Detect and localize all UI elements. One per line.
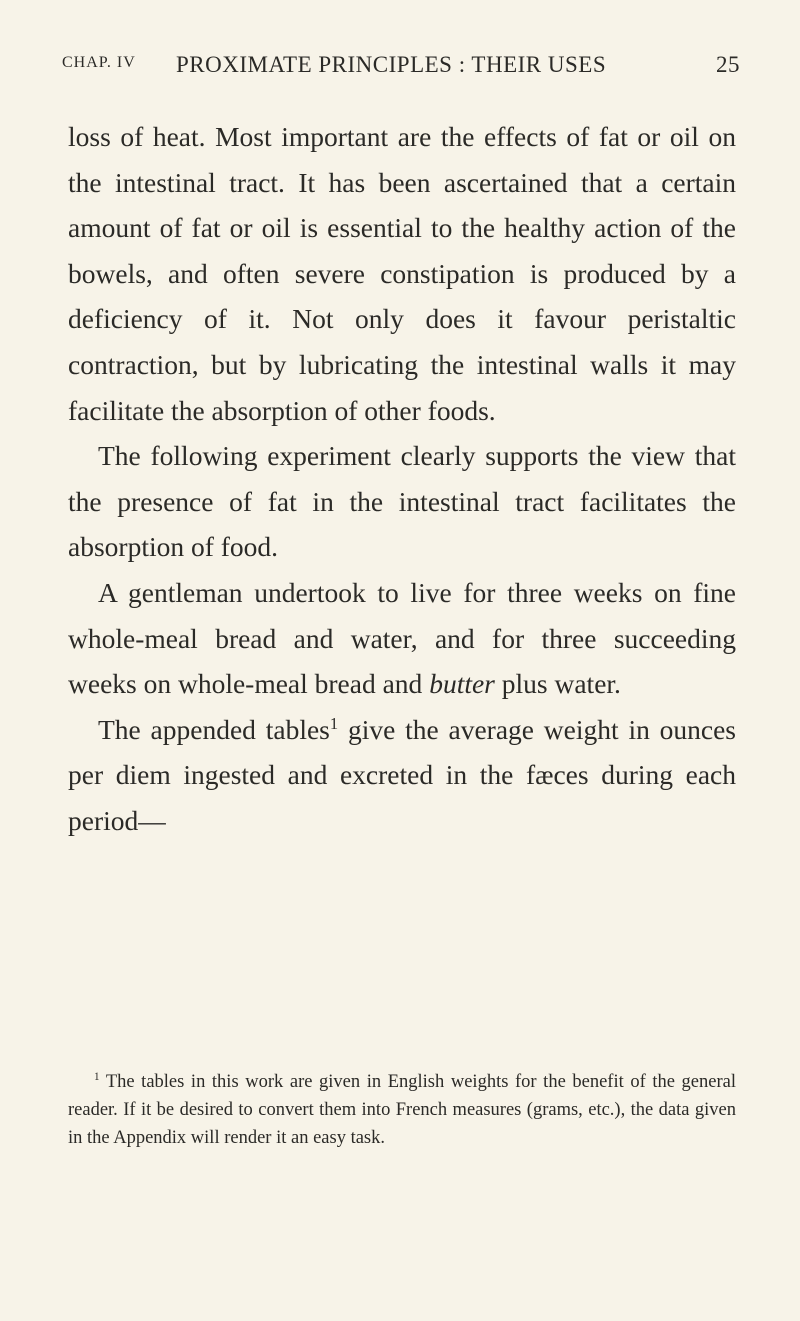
paragraph-3-text-b: plus water. — [494, 668, 621, 700]
running-title: PROXIMATE PRINCIPLES : THEIR USES — [176, 52, 607, 77]
footnote-1 — [68, 1068, 736, 1152]
paragraph-3-text-a: A gentleman undertook to live for three weeks on fine whole-meal bread and water, and for three succeeding weeks on whole-meal bread and — [68, 576, 736, 700]
footnote-text: The tables in this work are given in English weights for the benefit of the general reader. If it be desired to convert them into French measures (grams, etc.), the data given in the Appendix will render it an easy task. — [68, 1072, 736, 1148]
page-number: 25 — [716, 52, 740, 77]
italic-butter: butter — [429, 668, 495, 700]
footnote-reference: 1 — [329, 713, 339, 733]
paragraph-4-text-b: give the average weight in ounces per diem ingested and excreted in the fæces during each period— — [68, 713, 737, 836]
paragraph-4 — [68, 707, 736, 844]
paragraph-1: loss of heat. Most important are the effects of fat or oil on the intestinal tract. It has been ascertained that a certain amount of fat or oil is essential to the healthy action of the bowels, and often severe constipation is produced by a deficiency of it. Not only does it favour peristaltic contraction, but by lubricating the intestinal walls it may facilitate the absorption of other foods. — [68, 121, 736, 426]
main-text — [68, 114, 736, 844]
running-header — [60, 52, 740, 82]
footnote-marker: 1 — [94, 1070, 100, 1083]
paragraph-3 — [68, 570, 736, 707]
chapter-label: CHAP. IV — [62, 54, 136, 71]
paragraph-2: The following experiment clearly supports the view that the presence of fat in the intestinal tract facilitates the absorption of food. — [68, 440, 736, 563]
paragraph-4-text-a: The appended tables — [98, 713, 330, 745]
footnotes — [68, 1068, 736, 1152]
